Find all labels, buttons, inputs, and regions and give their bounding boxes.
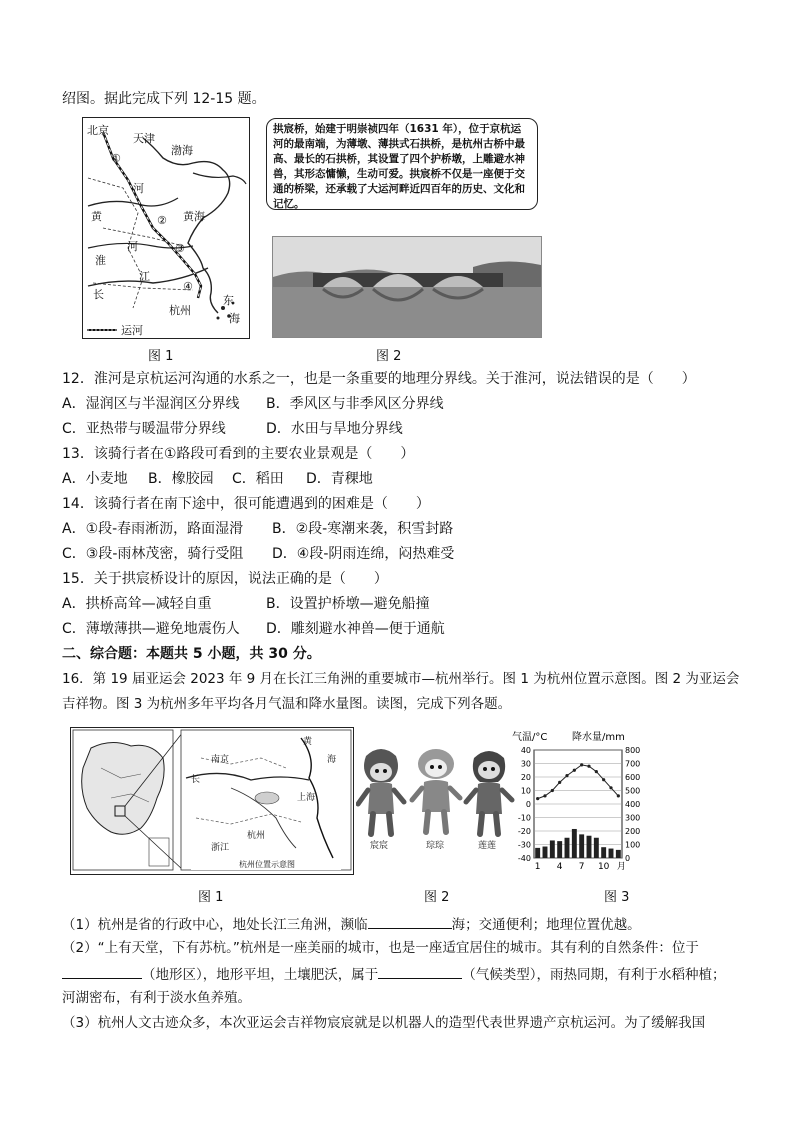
chart-temp-point <box>602 778 605 781</box>
chart-y-left-tick: -10 <box>517 813 531 823</box>
chart-y-right-tick: 500 <box>625 786 640 796</box>
chart-y-left-label: 气温/°C <box>512 732 548 743</box>
q12-option-d: D．水田与旱地分界线 <box>266 421 403 437</box>
mascot-name-2: 琮琮 <box>426 841 445 851</box>
chart-y-right-tick: 600 <box>625 773 640 782</box>
q16-sub2-line3: 河湖密布，有利于淡水鱼养殖。 <box>62 990 251 1006</box>
q14-option-c: C．③段-雨林茂密，骑行受阻 <box>62 546 244 562</box>
chart-precip-bar <box>550 840 555 858</box>
q13-option-c: C．稻田 <box>232 471 284 487</box>
chart-temp-point <box>565 774 568 777</box>
q16-sub1-before: （1）杭州是省的行政中心，地处长江三角洲，濒临 <box>62 917 368 933</box>
section2-title: 二、综合题：本题共 5 小题，共 30 分。 <box>62 646 321 662</box>
fig2b-caption: 图 2 <box>424 890 450 905</box>
mascot-2-icon <box>412 749 460 832</box>
fig1b-caption: 图 1 <box>198 890 224 905</box>
loc-map-caption: 杭州位置示意图 <box>239 860 295 869</box>
chart-temp-point <box>587 765 590 768</box>
chart-precip-bar <box>609 849 614 858</box>
chart-y-right-tick: 200 <box>625 827 640 836</box>
chart-temp-line <box>538 765 619 799</box>
map-label-huanghai: 黄海 <box>183 210 205 223</box>
chart-temp-point <box>536 797 539 800</box>
map-marker-4: ④ <box>183 280 193 293</box>
loc-map-label-shanghai: 上海 <box>297 793 316 803</box>
chart-temp-point <box>617 794 620 797</box>
chart-x-tick: 7 <box>578 862 585 872</box>
q15-option-b: B．设置护桥墩—避免船撞 <box>266 596 430 612</box>
chart-x-tick: 4 <box>556 862 563 872</box>
q13-stem: 13．该骑行者在①路段可看到的主要农业景观是（ ） <box>62 446 415 462</box>
climate-chart <box>510 728 640 878</box>
q16-sub1 <box>62 914 641 934</box>
map-marker-2: ② <box>157 214 167 227</box>
q16-sub2-blank-climate[interactable] <box>378 964 462 979</box>
chart-y-left-tick: 20 <box>520 773 531 782</box>
q13-option-a: A．小麦地 <box>62 471 128 487</box>
chart-precip-bar <box>601 847 606 858</box>
chart-precip-bar <box>535 848 540 858</box>
q14-option-d: D．④段-阴雨连绵，闷热难受 <box>272 546 455 562</box>
fig3b-caption: 图 3 <box>604 890 630 905</box>
chart-y-right-tick: 300 <box>625 813 640 823</box>
q15-stem: 15．关于拱宸桥设计的原因，说法正确的是（ ） <box>62 571 388 587</box>
intro-text: 绍图。据此完成下列 12-15 题。 <box>62 91 266 107</box>
q16-sub1-blank[interactable] <box>368 914 452 929</box>
chart-y-right-tick: 700 <box>625 759 640 769</box>
chart-precip-bar <box>594 838 599 858</box>
mascot-1-icon <box>358 749 404 834</box>
map-label-dong: 东 <box>223 294 234 307</box>
q14-option-b: B．②段-寒潮来袭，积雪封路 <box>272 521 454 537</box>
q12-option-a: A．湿润区与半湿润区分界线 <box>62 396 240 412</box>
chart-temp-point <box>580 763 583 766</box>
chart-temp-point <box>595 770 598 773</box>
mascot-3-icon <box>466 751 512 834</box>
fig2-caption: 图 2 <box>376 349 402 364</box>
bridge-description: 拱宸桥，始建于明崇祯四年（1631 年），位于京杭运河的最南端，为薄墩、薄拱式石拱桥，是杭州古桥中最高、最长的石拱桥，其设置了四个护桥墩，上雕避水神兽，其形态慵懒，生动可爱。拱宸桥不仅是一座便于交通的桥梁，还承载了大运河畔近四百年的历史、文化和记忆。 <box>266 118 538 210</box>
q16-sub2-line2-a: （地形区），地形平坦，土壤肥沃，属于 <box>142 967 379 983</box>
map-label-bohai: 渤海 <box>171 144 193 157</box>
map-label-beijing: 北京 <box>87 124 109 137</box>
chart-y-right-tick: 100 <box>625 840 640 850</box>
bridge-photo <box>272 236 542 338</box>
q12-stem: 12．淮河是京杭运河沟通的水系之一，也是一条重要的地理分界线。关于淮河，说法错误的是（ ） <box>62 371 696 387</box>
q16-line1: 16．第 19 届亚运会 2023 年 9 月在长江三角洲的重要城市—杭州举行。图 1 为杭州位置示意图。图 2 为亚运会 <box>62 671 740 687</box>
chart-temp-point <box>543 794 546 797</box>
chart-precip-bar <box>579 834 584 858</box>
chart-y-right-label: 降水量/mm <box>572 732 625 743</box>
q16-sub3: （3）杭州人文古迹众多，本次亚运会吉祥物宸宸就是以机器人的造型代表世界遗产京杭运河。为了缓解我国 <box>62 1015 706 1031</box>
q12-option-b: B．季风区与非季风区分界线 <box>266 396 444 412</box>
q16-sub2-blank-landform[interactable] <box>62 964 142 979</box>
map-label-huang: 黄 <box>91 210 102 223</box>
chart-y-left-tick: -20 <box>517 827 531 836</box>
q13-option-d: D．青稞地 <box>306 471 373 487</box>
chart-precip-bar <box>572 829 577 858</box>
map-marker-1: ① <box>111 152 121 165</box>
climate-chart-svg <box>510 728 640 878</box>
chart-temp-point <box>551 789 554 792</box>
chart-precip-bar <box>565 838 570 858</box>
q14-option-a: A．①段-春雨淅沥，路面湿滑 <box>62 521 244 537</box>
map-label-he: 河 <box>133 182 144 195</box>
chart-x-tick: 1 <box>534 862 541 872</box>
map-marker-3: ③ <box>175 242 185 255</box>
chart-y-left-tick: 40 <box>520 746 531 755</box>
fig1-caption: 图 1 <box>148 349 174 364</box>
loc-map-label-hai: 海 <box>327 755 337 765</box>
loc-map-label-hangzhou: 杭州 <box>247 831 266 841</box>
q16-sub2-line2-b: （气候类型），雨热同期，有利于水稻种植； <box>462 967 726 983</box>
q12-option-c: C．亚热带与暖温带分界线 <box>62 421 226 437</box>
chart-temp-point <box>558 781 561 784</box>
map-label-jiang: 江 <box>139 270 150 283</box>
chart-x-unit: 月 <box>616 862 626 872</box>
q15-option-d: D．雕刻避水神兽—便于通航 <box>266 621 445 637</box>
chart-y-left-tick: -40 <box>517 854 531 863</box>
canal-map <box>82 117 250 339</box>
q16-sub1-after: 海；交通便利；地理位置优越。 <box>451 917 641 933</box>
chart-y-right-tick: 0 <box>625 854 631 863</box>
q16-sub2-line2 <box>62 964 726 984</box>
hangzhou-location-map <box>70 727 354 875</box>
chart-y-left-tick: 0 <box>525 800 531 809</box>
q16-line2: 吉祥物。图 3 为杭州多年平均各月气温和降水量图。读图，完成下列各题。 <box>62 696 512 712</box>
q15-option-a: A．拱桥高耸—减轻自重 <box>62 596 212 612</box>
chart-precip-bar <box>543 847 548 858</box>
mascot-name-1: 宸宸 <box>370 841 389 851</box>
loc-map-label-chang: 长 <box>191 775 201 785</box>
map-label-huai: 淮 <box>95 254 106 267</box>
chart-y-left-tick: -30 <box>517 840 531 850</box>
q13-option-b: B．橡胶园 <box>148 471 214 487</box>
chart-temp-point <box>609 786 612 789</box>
loc-map-label-nanjing: 南京 <box>211 755 230 765</box>
chart-precip-bar <box>587 836 592 858</box>
chart-precip-bar <box>616 850 621 858</box>
chart-y-left-tick: 10 <box>520 786 531 796</box>
bridge-photo-svg <box>273 237 541 337</box>
map-label-tianjin: 天津 <box>133 132 155 145</box>
q15-option-c: C．薄墩薄拱—避免地震伤人 <box>62 621 240 637</box>
chart-y-left-tick: 30 <box>520 759 531 769</box>
loc-map-label-zhejiang: 浙江 <box>211 843 230 853</box>
chart-x-tick: 10 <box>597 862 610 872</box>
map-label-he2: 河 <box>127 240 138 253</box>
chart-y-right-tick: 800 <box>625 746 640 755</box>
mascot-name-3: 莲莲 <box>478 841 497 851</box>
mascot-group <box>356 746 516 866</box>
chart-precip-bar <box>557 841 562 858</box>
map-label-canal-legend: 运河 <box>121 324 143 337</box>
q14-stem: 14．该骑行者在南下途中，很可能遭遇到的困难是（ ） <box>62 496 430 512</box>
map-label-chang: 长 <box>93 288 104 301</box>
loc-map-label-huang: 黄 <box>303 737 313 747</box>
q16-sub2-line1: （2）“上有天堂，下有苏杭。”杭州是一座美丽的城市，也是一座适宜居住的城市。其有利的自然条件：位于 <box>62 940 699 956</box>
map-label-hangzhou: 杭州 <box>169 304 191 317</box>
map-label-hai: 海 <box>229 312 240 325</box>
chart-y-right-tick: 400 <box>625 800 640 809</box>
chart-temp-point <box>573 769 576 772</box>
